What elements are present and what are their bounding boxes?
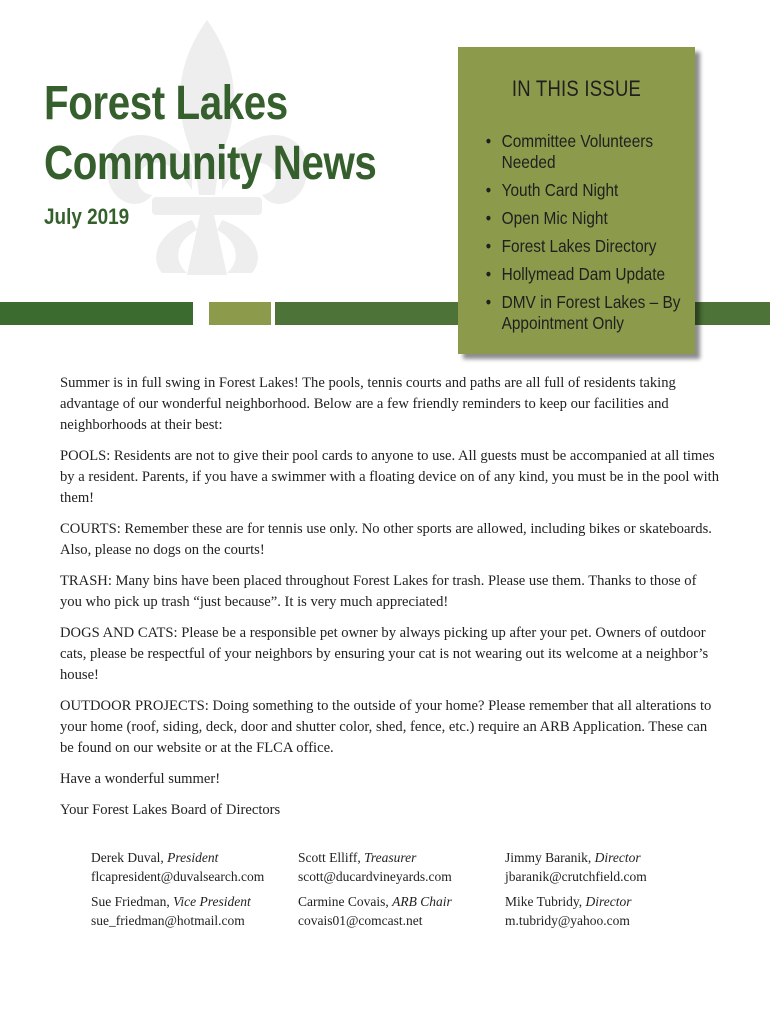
pets-paragraph: DOGS AND CATS: Please be a responsible pet owner by always picking up after your pet. Owners of outdoor cats, please be respectful of your neighbors by ensuring your cat is not wearing out its welcome at a neighbor’s house! <box>60 625 709 683</box>
signoff-paragraph: Your Forest Lakes Board of Directors <box>60 802 281 818</box>
bullet-icon: • <box>485 208 492 228</box>
bullet-icon: • <box>485 292 492 312</box>
member-role: ARB Chair <box>392 894 452 909</box>
member-name: Mike Tubridy, <box>505 894 586 909</box>
member-email[interactable]: scott@ducardvineyards.com <box>298 869 452 884</box>
member-role: Vice President <box>173 894 251 909</box>
intro-paragraph: Summer is in full swing in Forest Lakes! The pools, tennis courts and paths are all full of residents taking advantage of our wonderful neighborhood. Below are a few friendly reminders to keep our facilities and neighborhoods at their best: <box>60 375 676 433</box>
in-this-issue-box <box>458 47 695 354</box>
board-member <box>505 892 710 930</box>
header-band-left <box>0 302 193 325</box>
member-email[interactable]: flcapresident@duvalsearch.com <box>91 869 265 884</box>
member-email[interactable]: sue_friedman@hotmail.com <box>91 913 245 928</box>
member-name: Jimmy Baranik, <box>505 850 595 865</box>
closing-paragraph: Have a wonderful summer! <box>60 771 221 787</box>
board-member <box>505 848 710 886</box>
board-member <box>298 848 503 886</box>
bullet-icon: • <box>485 264 492 284</box>
issue-list-item <box>484 292 691 334</box>
in-this-issue-list <box>484 131 684 341</box>
member-role: President <box>167 850 219 865</box>
issue-list-item <box>484 208 691 229</box>
board-member <box>298 892 503 930</box>
issue-item-label: Youth Card Night <box>501 180 619 200</box>
issue-item-label: DMV in Forest Lakes – By Appointment Only <box>501 292 681 333</box>
in-this-issue-heading: IN THIS ISSUE <box>511 76 642 101</box>
title-line-2: Community News <box>44 137 377 190</box>
issue-date: July 2019 <box>44 204 130 229</box>
newsletter-title <box>44 74 376 194</box>
issue-list-item <box>484 131 691 173</box>
issue-item-label: Open Mic Night <box>501 208 608 228</box>
issue-list-item <box>484 264 691 285</box>
board-member <box>91 892 296 930</box>
issue-list-item <box>484 180 691 201</box>
member-name: Carmine Covais, <box>298 894 393 909</box>
courts-paragraph: COURTS: Remember these are for tennis use only. No other sports are allowed, including bikes or skateboards. Also, please no dogs on the courts! <box>60 521 712 558</box>
bullet-icon: • <box>485 236 492 256</box>
bullet-icon: • <box>485 131 492 151</box>
issue-item-label: Forest Lakes Directory <box>501 236 657 256</box>
title-line-1: Forest Lakes <box>44 77 288 130</box>
member-email[interactable]: jbaranik@crutchfield.com <box>505 869 647 884</box>
pools-paragraph: POOLS: Residents are not to give their pool cards to anyone to use. All guests must be accompanied at all times by a resident. Parents, if you have a swimmer with a floating device on of any kind, you must be in the pool with them! <box>60 448 720 506</box>
member-role: Director <box>585 894 632 909</box>
member-email[interactable]: m.tubridy@yahoo.com <box>505 913 630 928</box>
member-email[interactable]: covais01@comcast.net <box>298 913 423 928</box>
board-member <box>91 848 296 886</box>
issue-item-label: Committee Volunteers Needed <box>501 131 654 172</box>
article-body <box>60 373 720 831</box>
outdoor-paragraph: OUTDOOR PROJECTS: Doing something to the outside of your home? Please remember that all alterations to your home (roof, siding, deck, door and shutter color, shed, fence, etc.) require an ARB Application. These can be found on our website or at the FLCA office. <box>60 698 712 756</box>
issue-list-item <box>484 236 691 257</box>
member-role: Treasurer <box>364 850 417 865</box>
member-name: Derek Duval, <box>91 850 168 865</box>
header-band-middle <box>209 302 271 325</box>
trash-paragraph: TRASH: Many bins have been placed throughout Forest Lakes for trash. Please use them. Thanks to those of you who pick up trash “just because”. It is very much appreciated! <box>60 573 697 610</box>
member-role: Director <box>594 850 641 865</box>
member-name: Scott Elliff, <box>298 850 365 865</box>
issue-item-label: Hollymead Dam Update <box>501 264 666 284</box>
bullet-icon: • <box>485 180 492 200</box>
member-name: Sue Friedman, <box>91 894 174 909</box>
